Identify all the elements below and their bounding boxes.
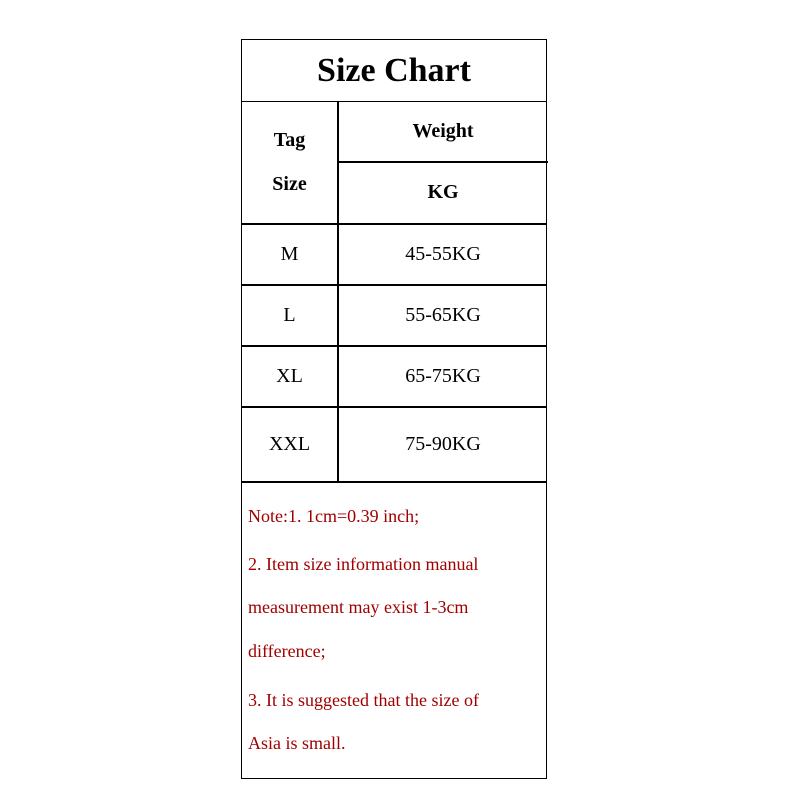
tag-size-header-line2: Size	[272, 173, 307, 195]
size-cell: XL	[276, 364, 303, 387]
weight-cell: 55-65KG	[405, 303, 481, 326]
size-cell: L	[283, 303, 296, 326]
tag-size-header-line1: Tag	[273, 129, 306, 151]
note-line: measurement may exist 1-3cm	[248, 597, 469, 617]
table-bottom-divider	[242, 481, 546, 483]
weight-cell: 45-55KG	[405, 242, 481, 265]
note-line: 3. It is suggested that the size of	[248, 690, 479, 710]
note-line: Asia is small.	[248, 733, 346, 753]
size-cell: XXL	[268, 432, 311, 455]
size-cell: M	[280, 242, 299, 265]
note-line: Note:1. 1cm=0.39 inch;	[248, 506, 420, 526]
note-line: 2. Item size information manual	[248, 554, 479, 574]
weight-unit-header: KG	[427, 181, 459, 203]
weight-header: Weight	[412, 120, 474, 142]
tag-size-header	[242, 101, 337, 223]
chart-title: Size Chart	[242, 40, 546, 102]
weight-cell: 75-90KG	[405, 432, 481, 455]
note-line: difference;	[248, 641, 326, 661]
weight-cell: 65-75KG	[405, 364, 481, 387]
size-chart-table	[241, 39, 547, 779]
